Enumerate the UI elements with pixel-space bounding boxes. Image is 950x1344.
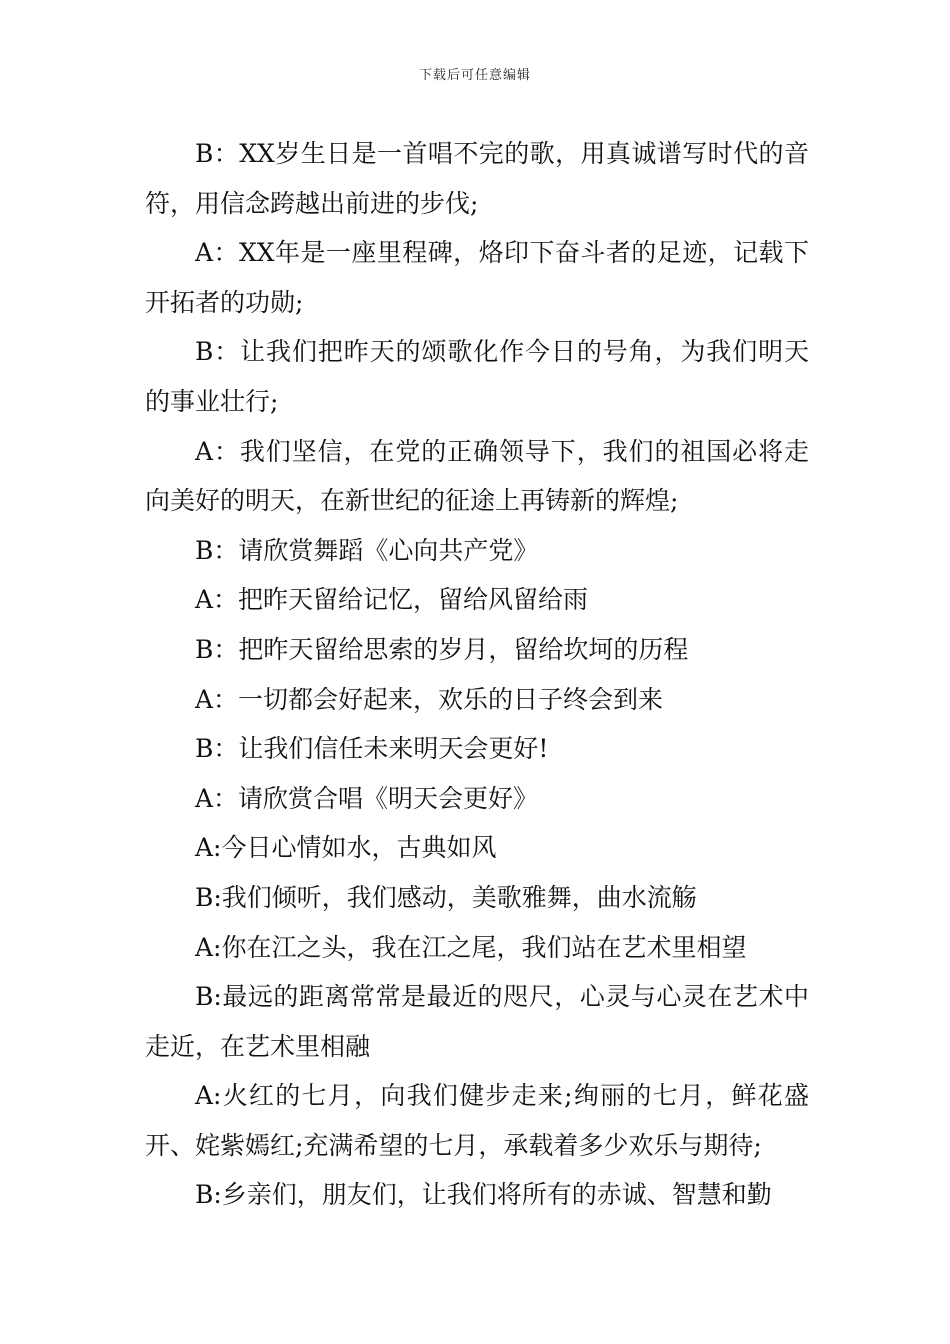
- paragraph: A:今日心情如水，古典如风: [195, 833, 497, 863]
- paragraph: B：请欣赏舞蹈《心向共产党》: [195, 535, 539, 565]
- paragraph: A：我们坚信，在党的正确领导下，我们的祖国必将走向美好的明天，在新世纪的征途上再铸新的辉煌;: [145, 436, 809, 516]
- paragraph: A:火红的七月，向我们健步走来;绚丽的七月，鲜花盛开、姹紫嫣红;充满希望的七月，承载着多少欢乐与期待;: [145, 1081, 809, 1160]
- document-body: [145, 129, 809, 1220]
- paragraph: B:乡亲们，朋友们，让我们将所有的赤诚、智慧和勤: [195, 1180, 772, 1210]
- page-header: 下载后可任意编辑: [418, 68, 531, 83]
- paragraph: B:最远的距离常常是最近的咫尺，心灵与心灵在艺术中走近，在艺术里相融: [145, 982, 809, 1061]
- paragraph: A:你在江之头，我在江之尾，我们站在艺术里相望: [195, 932, 747, 962]
- paragraph: B:我们倾听，我们感动，美歌雅舞，曲水流觞: [195, 882, 697, 912]
- paragraph: B：XX岁生日是一首唱不完的歌，用真诚谱写时代的音符，用信念跨越出前进的步伐;: [145, 139, 809, 218]
- paragraph: A：请欣赏合唱《明天会更好》: [195, 783, 539, 813]
- paragraph: B：把昨天留给思索的岁月，留给坎坷的历程: [195, 634, 689, 664]
- paragraph: A：一切都会好起来，欢乐的日子终会到来: [195, 684, 664, 714]
- paragraph: A：XX年是一座里程碑，烙印下奋斗者的足迹，记载下开拓者的功勋;: [145, 238, 809, 317]
- paragraph: B：让我们把昨天的颂歌化作今日的号角，为我们明天的事业壮行;: [145, 337, 809, 416]
- paragraph: B：让我们信任未来明天会更好!: [195, 734, 549, 764]
- paragraph: A：把昨天留给记忆，留给风留给雨: [195, 585, 589, 615]
